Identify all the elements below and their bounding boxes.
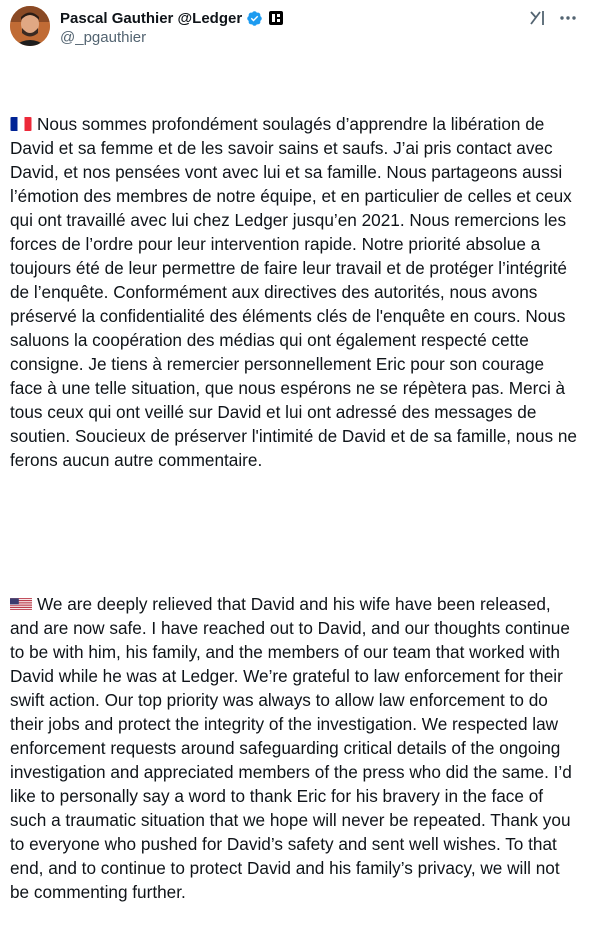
affiliate-badge-icon[interactable] xyxy=(269,11,283,25)
avatar-photo xyxy=(10,6,50,46)
french-text: Nous sommes profondément soulagés d’apprendre la libération de David et sa femme et de les savoir sains et saufs. J’ai pris contact avec David, et nos pensées vont avec lui et sa famille. Nous partageons aussi l’émotion des membres de notre équipe, et en particulier de celles et ceux qui ont travaillé avec lui chez Ledger jusqu’en 2021. Nous remercions les forces de l’ordre pour leur intervention rapide. Notre priorité absolue a toujours été de leur permettre de faire leur travail et de protéger l’intégrité de l’enquête. Conformément aux directives des autorités, nous avons préservé la confidentialité des éléments clés de l'enquête en cours. Nous saluons la coopération des médias qui ont également respecté cette consigne. Je tiens à remercier personnellement Eric pour son courage face à une telle situation, que nous espérons ne se répètera pas. Merci à tous ceux qui ont veillé sur David et lui ont adressé des messages de soutien. Soucieux de préserver l'intimité de David et de sa famille, nous ne ferons aucun autre commentaire. xyxy=(10,114,582,470)
author-name[interactable]: Pascal Gauthier @Ledger xyxy=(60,9,243,27)
verified-badge-icon[interactable] xyxy=(246,10,263,27)
author-row xyxy=(60,8,283,28)
french-paragraph xyxy=(10,112,580,472)
english-paragraph xyxy=(10,592,580,904)
tweet-text xyxy=(10,64,580,952)
grok-icon[interactable] xyxy=(528,8,548,28)
more-options-icon[interactable] xyxy=(558,8,578,28)
author-handle[interactable]: @_pgauthier xyxy=(60,29,147,46)
english-text: We are deeply relieved that David and his wife have been released, and are now safe. I have reached out to David, and our thoughts continue to be with him, his family, and the members of our team that worked with David while he was at Ledger. We’re grateful to law enforcement for their swift action. Our top priority was always to allow law enforcement to do their jobs and protect the integrity of the investigation. We respected law enforcement requests around safeguarding critical details of the ongoing investigation and appreciated members of the press who did the same. I’d like to personally say a word to thank Eric for his bravery in the face of such a traumatic situation that we hope will never be repeated. Thank you to everyone who pushed for David’s safety and sent well wishes. To that end, and to continue to protect David and his family’s privacy, we will not be commenting further. xyxy=(10,594,577,902)
france-flag-icon xyxy=(10,117,32,131)
paragraph-gap xyxy=(10,520,580,544)
us-flag-icon xyxy=(10,597,32,611)
avatar[interactable] xyxy=(10,6,50,46)
